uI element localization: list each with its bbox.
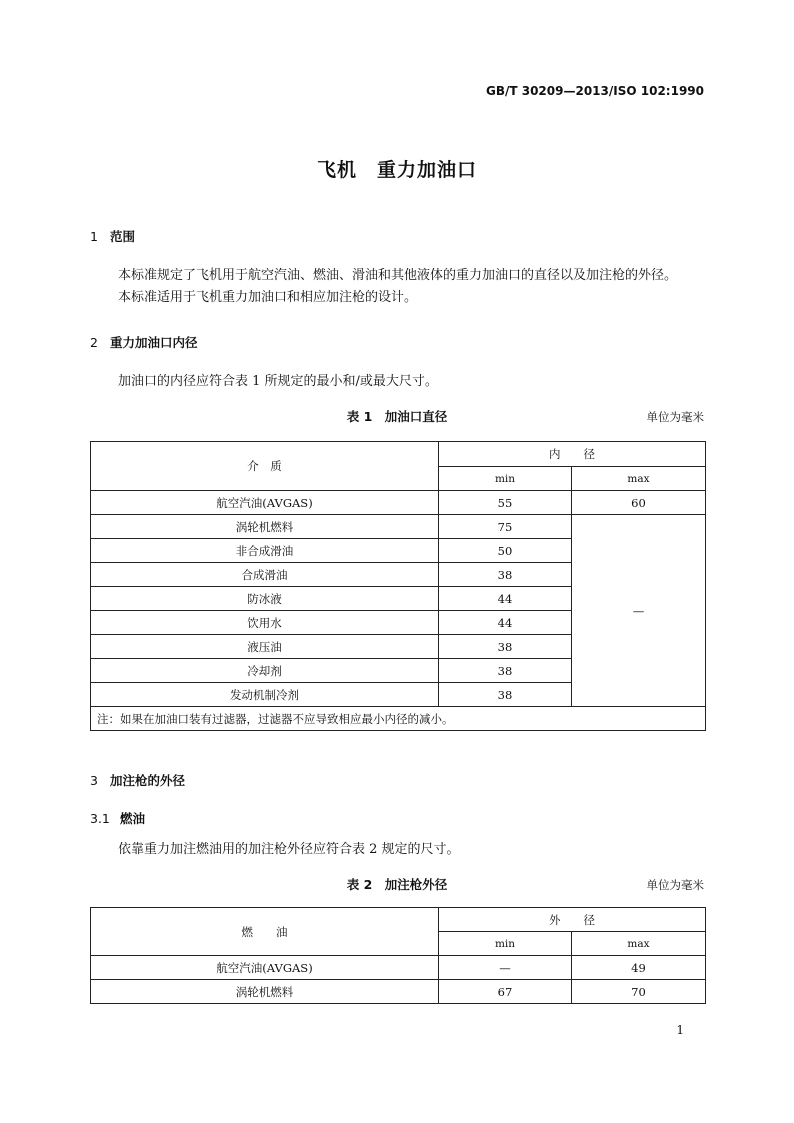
cell-min: 44 xyxy=(439,587,572,611)
cell-min: 67 xyxy=(439,980,572,1004)
table-1-unit: 单位为毫米 xyxy=(646,410,704,424)
cell-min: 38 xyxy=(439,563,572,587)
table-1-note: 注：如果在加油口装有过滤器，过滤器不应导致相应最小内径的减小。 xyxy=(91,707,706,731)
cell-min: 75 xyxy=(439,515,572,539)
section-title: 加注枪的外径 xyxy=(110,773,186,788)
table-row xyxy=(91,515,706,539)
section-title: 燃油 xyxy=(120,811,146,826)
cell-medium: 航空汽油(AVGAS) xyxy=(91,491,439,515)
table-2-caption: 表 2 加注枪外径 xyxy=(346,877,448,892)
table-row xyxy=(91,980,706,1004)
page-number: 1 xyxy=(676,1023,684,1037)
cell-max-merged: — xyxy=(572,515,706,707)
cell-medium: 饮用水 xyxy=(91,611,439,635)
cell-fuel: 航空汽油(AVGAS) xyxy=(91,956,439,980)
cell-medium: 涡轮机燃料 xyxy=(91,515,439,539)
cell-min: 50 xyxy=(439,539,572,563)
section-number: 3 xyxy=(90,773,98,788)
cell-medium: 防冰液 xyxy=(91,587,439,611)
paragraph: 依靠重力加注燃油用的加注枪外径应符合表 2 规定的尺寸。 xyxy=(118,842,460,857)
section-number: 3.1 xyxy=(90,811,110,826)
cell-medium: 发动机制冷剂 xyxy=(91,683,439,707)
cell-medium: 非合成滑油 xyxy=(91,539,439,563)
cell-medium: 液压油 xyxy=(91,635,439,659)
section-2-heading xyxy=(90,333,198,351)
section-1-body xyxy=(118,265,677,309)
section-title: 重力加油口内径 xyxy=(110,335,198,350)
header-medium: 介 质 xyxy=(91,442,439,491)
cell-medium: 合成滑油 xyxy=(91,563,439,587)
table-2-unit: 单位为毫米 xyxy=(646,878,704,892)
cell-min: 44 xyxy=(439,611,572,635)
paragraph: 本标准适用于飞机重力加油口和相应加注枪的设计。 xyxy=(118,290,418,305)
section-number: 1 xyxy=(90,229,98,244)
table-2 xyxy=(90,907,706,1004)
header-fuel: 燃 油 xyxy=(91,908,439,956)
table-row xyxy=(91,956,706,980)
cell-min: 38 xyxy=(439,659,572,683)
table-1-caption: 表 1 加油口直径 xyxy=(346,409,448,424)
cell-max: 60 xyxy=(572,491,706,515)
header-max: max xyxy=(572,932,706,956)
header-inner-diameter: 内 径 xyxy=(439,442,706,467)
header-min: min xyxy=(439,932,572,956)
header-max: max xyxy=(572,467,706,491)
cell-min: — xyxy=(439,956,572,980)
table-1 xyxy=(90,441,706,731)
section-1-heading xyxy=(90,227,135,245)
header-outer-diameter: 外 径 xyxy=(439,908,706,932)
cell-medium: 冷却剂 xyxy=(91,659,439,683)
cell-min: 38 xyxy=(439,683,572,707)
cell-max: 49 xyxy=(572,956,706,980)
standard-code: GB/T 30209—2013/ISO 102:1990 xyxy=(485,84,704,98)
section-number: 2 xyxy=(90,335,98,350)
section-title: 范围 xyxy=(110,229,136,244)
cell-max: 70 xyxy=(572,980,706,1004)
section-3-1-heading xyxy=(90,809,145,827)
cell-fuel: 涡轮机燃料 xyxy=(91,980,439,1004)
cell-min: 38 xyxy=(439,635,572,659)
cell-min: 55 xyxy=(439,491,572,515)
paragraph: 本标准规定了飞机用于航空汽油、燃油、滑油和其他液体的重力加油口的直径以及加注枪的外径。 xyxy=(118,268,678,283)
header-min: min xyxy=(439,467,572,491)
table-row xyxy=(91,491,706,515)
section-3-heading xyxy=(90,771,185,789)
paragraph: 加油口的内径应符合表 1 所规定的最小和/或最大尺寸。 xyxy=(118,374,438,389)
document-title: 飞机 重力加油口 xyxy=(316,159,477,181)
